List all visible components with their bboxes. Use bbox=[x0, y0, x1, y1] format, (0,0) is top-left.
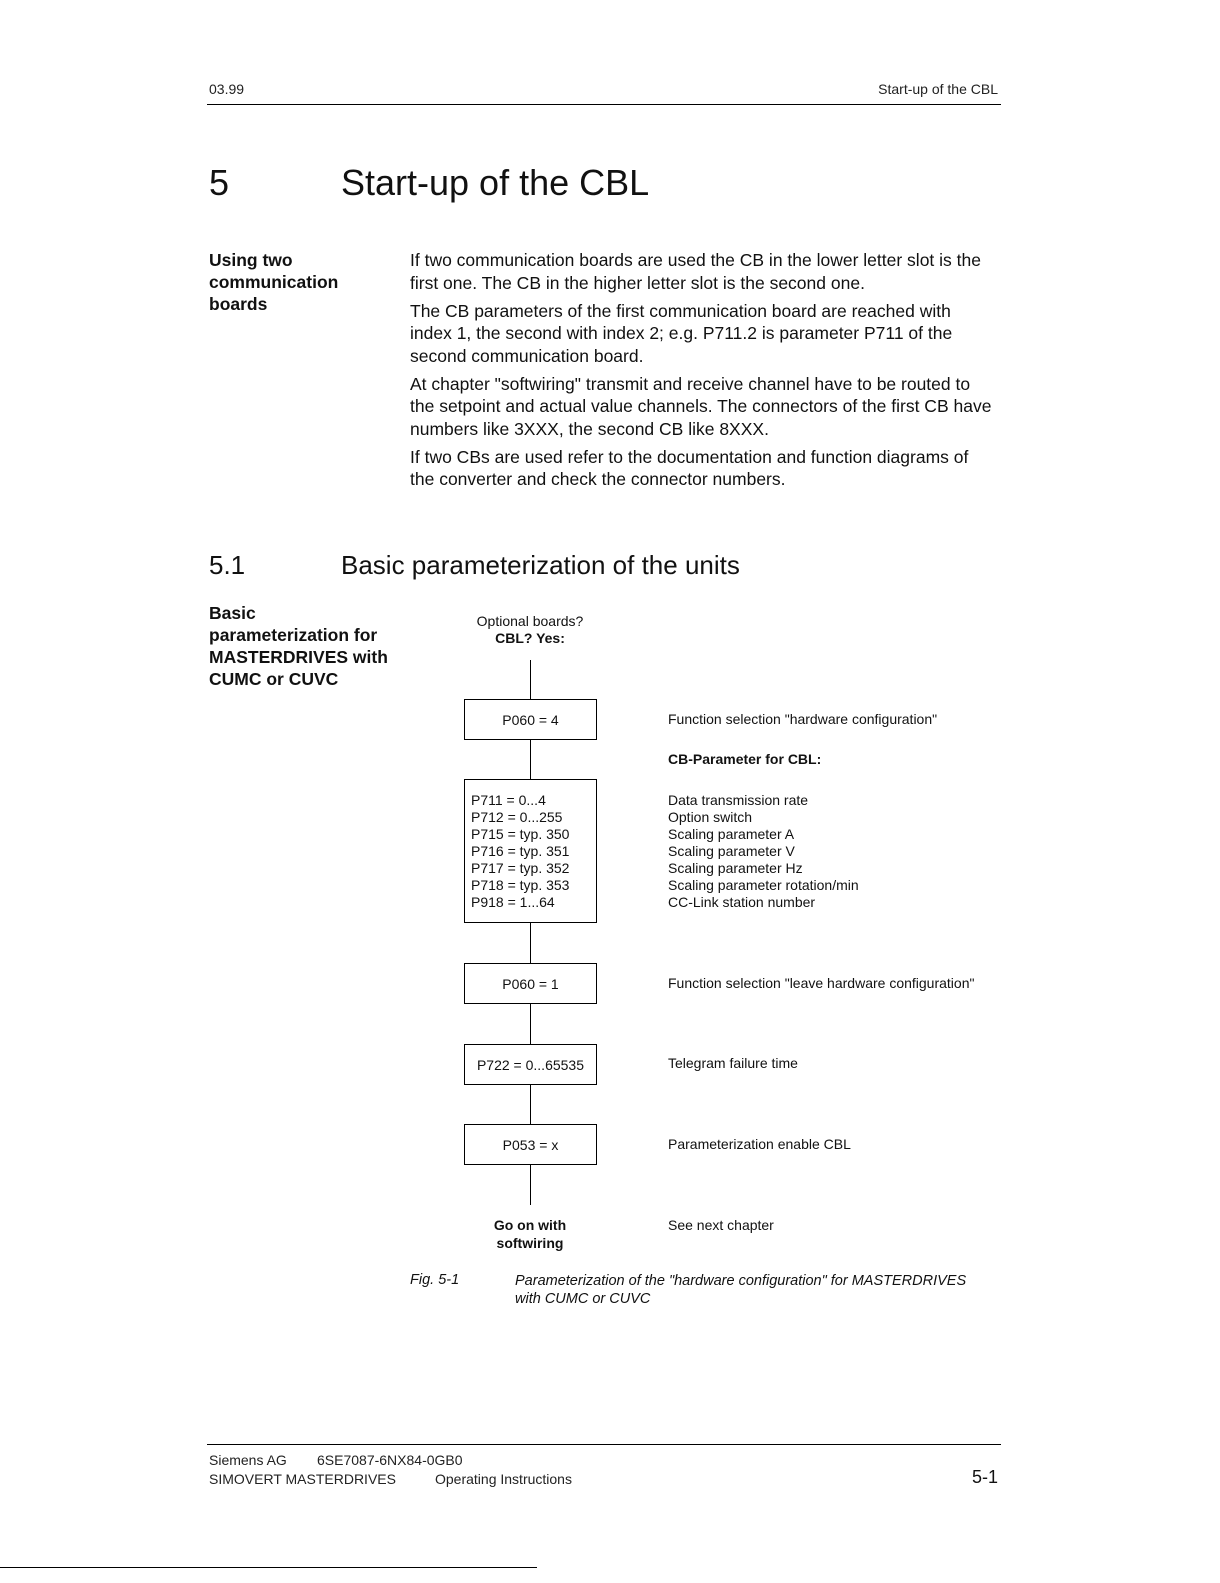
side-heading-line: parameterization for bbox=[209, 625, 378, 645]
header-rule bbox=[207, 104, 1001, 105]
footer-doc-type: Operating Instructions bbox=[435, 1471, 572, 1487]
flow-start-question: Optional boards? bbox=[476, 613, 584, 629]
flow-box-p060-4: P060 = 4 bbox=[464, 699, 597, 740]
flow-box-p060-1: P060 = 1 bbox=[464, 963, 597, 1004]
param-desc: Data transmission rate bbox=[668, 792, 809, 808]
param-desc: Scaling parameter A bbox=[668, 826, 795, 842]
param-desc: Scaling parameter rotation/min bbox=[668, 877, 859, 893]
chapter-title: Start-up of the CBL bbox=[341, 162, 650, 203]
figure-caption-line: Parameterization of the "hardware configuration" for MASTERDRIVES bbox=[515, 1273, 967, 1289]
param-desc: Option switch bbox=[668, 809, 753, 825]
param-item: P716 = typ. 351 bbox=[471, 843, 570, 859]
side-heading-line: MASTERDRIVES with bbox=[209, 647, 388, 667]
footer-order-number: 6SE7087-6NX84-0GB0 bbox=[317, 1452, 463, 1468]
flow-connector bbox=[530, 1165, 531, 1205]
header-date: 03.99 bbox=[209, 81, 245, 97]
flow-connector bbox=[530, 660, 531, 700]
section-side-heading bbox=[209, 602, 404, 690]
flow-box-p053: P053 = x bbox=[464, 1124, 597, 1165]
flow-end-line: Go on with bbox=[493, 1217, 567, 1233]
side-heading-line: communication bbox=[209, 272, 339, 292]
bottom-scan-line bbox=[0, 1567, 537, 1568]
param-desc: CC-Link station number bbox=[668, 894, 816, 910]
param-item: P918 = 1...64 bbox=[471, 894, 555, 910]
flow-end bbox=[450, 1216, 610, 1252]
param-item: P712 = 0...255 bbox=[471, 809, 563, 825]
flow-box4-desc: Telegram failure time bbox=[668, 1055, 798, 1071]
side-heading-line: Using two bbox=[209, 250, 293, 270]
figure-label: Fig. 5-1 bbox=[410, 1272, 460, 1288]
intro-body bbox=[410, 249, 995, 496]
footer-product: SIMOVERT MASTERDRIVES bbox=[209, 1471, 396, 1487]
flow-box1-desc: Function selection "hardware configuration" bbox=[668, 711, 938, 727]
flow-start bbox=[440, 613, 620, 647]
param-item: P717 = typ. 352 bbox=[471, 860, 570, 876]
flow-end-desc: See next chapter bbox=[668, 1217, 774, 1233]
param-desc: Scaling parameter Hz bbox=[668, 860, 803, 876]
param-item: P711 = 0...4 bbox=[471, 792, 546, 808]
side-heading-line: boards bbox=[209, 294, 268, 314]
param-item: P715 = typ. 350 bbox=[471, 826, 570, 842]
footer-page-number: 5-1 bbox=[971, 1467, 998, 1487]
flow-start-answer: CBL? Yes: bbox=[495, 630, 565, 646]
flow-box-p722: P722 = 0...65535 bbox=[464, 1044, 597, 1085]
section-number: 5.1 bbox=[209, 550, 246, 580]
side-heading-line: Basic bbox=[209, 603, 256, 623]
section-title: Basic parameterization of the units bbox=[341, 550, 740, 580]
flow-connector bbox=[530, 1004, 531, 1044]
param-desc: Scaling parameter V bbox=[668, 843, 795, 859]
figure-caption-line: with CUMC or CUVC bbox=[515, 1291, 651, 1307]
footer-rule bbox=[207, 1444, 1001, 1445]
intro-paragraph: At chapter "softwiring" transmit and receive channel have to be routed to the setpoint and actual value channels. The connectors of the first CB have numbers like 3XXX, the second CB like 8XXX. bbox=[410, 373, 992, 439]
side-heading-line: CUMC or CUVC bbox=[209, 669, 339, 689]
chapter-number: 5 bbox=[209, 162, 230, 203]
intro-paragraph: The CB parameters of the first communication board are reached with index 1, the second with index 2; e.g. P711.2 is parameter P711 of the second communication board. bbox=[410, 300, 953, 366]
param-item: P718 = typ. 353 bbox=[471, 877, 570, 893]
cb-parameter-heading: CB-Parameter for CBL: bbox=[668, 751, 822, 767]
flow-box3-desc: Function selection "leave hardware configuration" bbox=[668, 975, 975, 991]
footer-company: Siemens AG bbox=[209, 1452, 287, 1468]
intro-paragraph: If two CBs are used refer to the documentation and function diagrams of the converter and check the connector numbers. bbox=[410, 446, 969, 489]
intro-side-heading bbox=[209, 249, 404, 315]
flow-connector bbox=[530, 923, 531, 963]
header-section: Start-up of the CBL bbox=[878, 81, 998, 97]
flow-box5-desc: Parameterization enable CBL bbox=[668, 1136, 851, 1152]
flow-param-box bbox=[464, 779, 597, 923]
figure-caption bbox=[515, 1272, 966, 1308]
flow-connector bbox=[530, 740, 531, 780]
flow-end-line: softwiring bbox=[496, 1235, 564, 1251]
flow-connector bbox=[530, 1085, 531, 1125]
param-desc-list bbox=[668, 792, 859, 911]
intro-paragraph: If two communication boards are used the CB in the lower letter slot is the first one. The CB in the higher letter slot is the second one. bbox=[410, 250, 981, 293]
